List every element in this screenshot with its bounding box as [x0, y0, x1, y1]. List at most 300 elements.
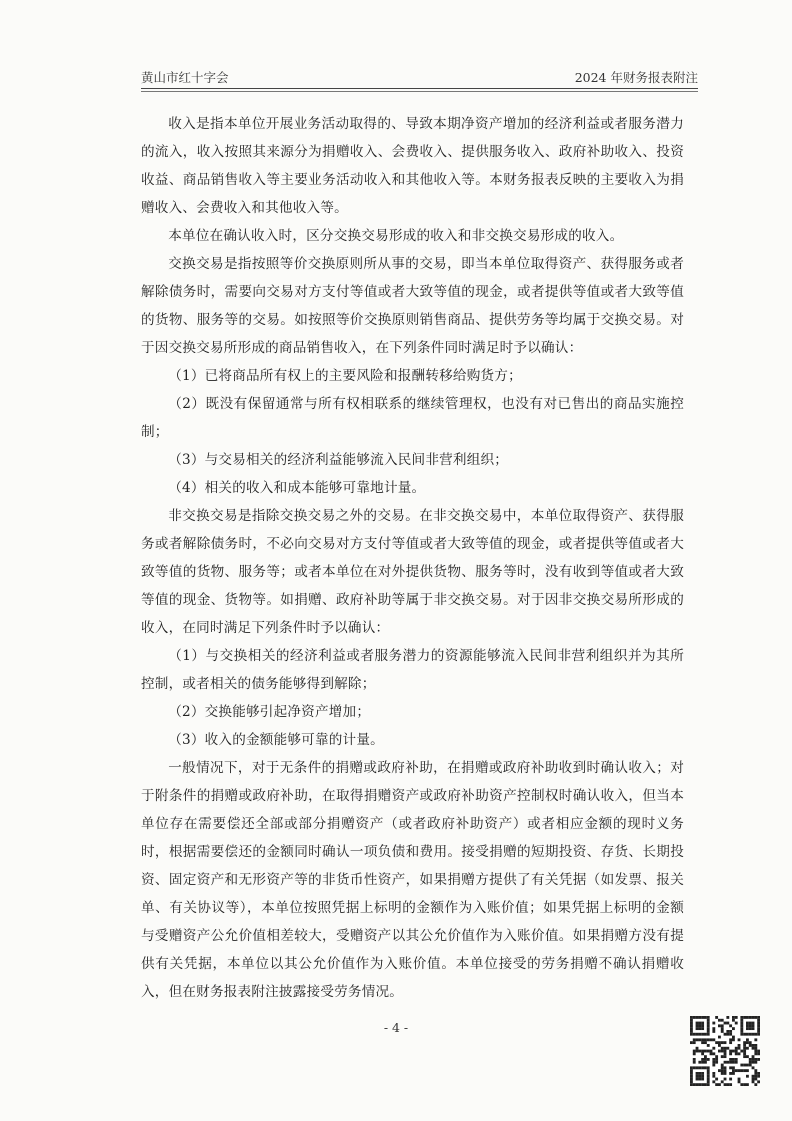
qr-module: [757, 1075, 760, 1078]
qr-module: [693, 1050, 696, 1053]
qr-module: [715, 1016, 718, 1019]
qr-module: [707, 1030, 710, 1033]
qr-module: [749, 1061, 752, 1064]
qr-module: [707, 1058, 710, 1061]
qr-module: [712, 1075, 715, 1078]
qr-module: [696, 1022, 699, 1025]
paragraph-revenue-definition: 收入是指本单位开展业务活动取得的、导致本期净资产增加的经济利益或者服务潜力的流入，收入按照其来源分为捐赠收入、会费收入、提供服务收入、政府补助收入、投资收益、商品销售收入等主要业务活动收入和其他收入等。本财务报表反映的主要收入为捐赠收入、会费收入和其他收入等。: [141, 116, 684, 216]
qr-module: [690, 1016, 693, 1019]
header-rule: [141, 88, 698, 89]
qr-module: [749, 1041, 752, 1044]
qr-module: [724, 1033, 727, 1036]
qr-module: [701, 1078, 704, 1081]
header-rule-thin: [141, 91, 698, 92]
qr-module: [746, 1022, 749, 1025]
qr-module: [712, 1047, 715, 1050]
qr-module: [724, 1055, 727, 1058]
qr-module: [704, 1058, 707, 1061]
qr-module: [732, 1058, 735, 1061]
qr-module: [724, 1083, 727, 1086]
qr-module: [704, 1083, 707, 1086]
qr-module: [738, 1047, 741, 1050]
qr-module: [729, 1058, 732, 1061]
qr-module: [746, 1027, 749, 1030]
qr-module: [735, 1050, 738, 1053]
qr-module: [740, 1069, 743, 1072]
qr-module: [693, 1083, 696, 1086]
qr-module: [704, 1041, 707, 1044]
qr-module: [754, 1061, 757, 1064]
qr-module: [698, 1083, 701, 1086]
qr-module: [721, 1027, 724, 1030]
qr-module: [757, 1027, 760, 1030]
qr-module: [698, 1038, 701, 1041]
paragraph-revenue-recognition: 本单位在确认收入时，区分交换交易形成的收入和非交换交易形成的收入。: [168, 228, 624, 244]
qr-module: [718, 1083, 721, 1086]
qr-module: [752, 1047, 755, 1050]
qr-module: [693, 1041, 696, 1044]
qr-module: [698, 1061, 701, 1064]
qr-module: [754, 1047, 757, 1050]
qr-module: [712, 1027, 715, 1030]
qr-module: [690, 1083, 693, 1086]
qr-module: [729, 1030, 732, 1033]
qr-module: [757, 1019, 760, 1022]
document-body: [141, 110, 684, 1006]
qr-module: [735, 1069, 738, 1072]
qr-module: [732, 1069, 735, 1072]
qr-module: [752, 1044, 755, 1047]
qr-module: [732, 1038, 735, 1041]
qr-module: [746, 1016, 749, 1019]
qr-module: [696, 1066, 699, 1069]
qr-module: [701, 1066, 704, 1069]
qr-module: [690, 1080, 693, 1083]
qr-module: [718, 1024, 721, 1027]
qr-module: [752, 1022, 755, 1025]
qr-module: [729, 1052, 732, 1055]
qr-module: [726, 1030, 729, 1033]
qr-module: [752, 1061, 755, 1064]
list-item: （3）与交易相关的经济利益能够流入民间非营利组织；: [168, 452, 509, 468]
qr-module: [718, 1044, 721, 1047]
qr-module: [721, 1080, 724, 1083]
qr-module: [743, 1047, 746, 1050]
qr-module: [707, 1083, 710, 1086]
qr-module: [701, 1033, 704, 1036]
qr-module: [726, 1047, 729, 1050]
qr-module: [752, 1027, 755, 1030]
qr-module: [729, 1033, 732, 1036]
qr-module: [729, 1050, 732, 1053]
qr-module: [738, 1080, 741, 1083]
qr-module: [690, 1019, 693, 1022]
qr-module: [738, 1078, 741, 1081]
qr-module: [740, 1033, 743, 1036]
qr-module: [707, 1019, 710, 1022]
qr-module: [740, 1019, 743, 1022]
qr-module: [743, 1055, 746, 1058]
qr-module: [729, 1078, 732, 1081]
qr-module: [726, 1022, 729, 1025]
qr-module: [721, 1041, 724, 1044]
qr-module: [757, 1050, 760, 1053]
qr-module: [712, 1030, 715, 1033]
qr-module: [726, 1033, 729, 1036]
qr-module: [740, 1016, 743, 1019]
qr-module: [707, 1050, 710, 1053]
qr-module: [690, 1075, 693, 1078]
qr-module: [724, 1047, 727, 1050]
qr-module: [693, 1058, 696, 1061]
qr-module: [721, 1050, 724, 1053]
qr-module: [696, 1047, 699, 1050]
qr-module: [712, 1052, 715, 1055]
qr-module: [729, 1041, 732, 1044]
qr-module: [715, 1058, 718, 1061]
qr-module: [757, 1022, 760, 1025]
qr-module: [701, 1022, 704, 1025]
qr-module: [729, 1066, 732, 1069]
qr-module: [696, 1072, 699, 1075]
qr-module: [740, 1050, 743, 1053]
qr-module: [754, 1083, 757, 1086]
qr-module: [718, 1019, 721, 1022]
qr-module: [735, 1061, 738, 1064]
qr-module: [701, 1016, 704, 1019]
qr-module: [738, 1052, 741, 1055]
qr-module: [754, 1033, 757, 1036]
qr-module: [729, 1083, 732, 1086]
qr-module: [701, 1027, 704, 1030]
qr-module: [696, 1075, 699, 1078]
qr-module: [738, 1044, 741, 1047]
qr-module: [726, 1016, 729, 1019]
qr-module: [754, 1072, 757, 1075]
qr-module: [746, 1041, 749, 1044]
qr-module: [701, 1024, 704, 1027]
qr-module: [707, 1038, 710, 1041]
qr-module: [696, 1083, 699, 1086]
qr-module: [757, 1072, 760, 1075]
list-item: （2）既没有保留通常与所有权相联系的继续管理权，也没有对已售出的商品实施控制；: [141, 396, 684, 440]
paragraph-non-exchange-transaction: 非交换交易是指除交换交易之外的交易。在非交换交易中，本单位取得资产、获得服务或者解除债务时，不必向交易对方支付等值或者大致等值的现金，或者提供等值或者大致等值的货物、服务等；或者本单位在对外提供货物、服务等时，没有收到等值或者大致等值的现金、货物等。如捐赠、政府补助等属于非交换交易。对于因非交换交易所形成的收入，在同时满足下列条件时予以确认：: [141, 508, 684, 636]
page-number: - 4 -: [383, 1020, 409, 1035]
qr-module: [701, 1061, 704, 1064]
qr-module: [732, 1072, 735, 1075]
qr-module: [707, 1033, 710, 1036]
qr-module: [721, 1030, 724, 1033]
qr-module: [710, 1052, 713, 1055]
qr-module: [701, 1083, 704, 1086]
list-item: （1）与交换相关的经济利益或者服务潜力的资源能够流入民间非营利组织并为其所控制，或者相关的债务能够得到解除；: [141, 648, 684, 692]
qr-module: [729, 1024, 732, 1027]
qr-module: [712, 1072, 715, 1075]
qr-module: [690, 1024, 693, 1027]
qr-module: [698, 1033, 701, 1036]
qr-module: [707, 1078, 710, 1081]
qr-module: [693, 1038, 696, 1041]
qr-module: [693, 1066, 696, 1069]
qr-module: [698, 1024, 701, 1027]
qr-module: [724, 1041, 727, 1044]
qr-module: [754, 1078, 757, 1081]
qr-module: [749, 1044, 752, 1047]
qr-module: [701, 1041, 704, 1044]
qr-module: [749, 1027, 752, 1030]
qr-module: [743, 1083, 746, 1086]
qr-module: [715, 1041, 718, 1044]
qr-module: [749, 1064, 752, 1067]
qr-module: [754, 1075, 757, 1078]
qr-module: [724, 1069, 727, 1072]
qr-module: [696, 1027, 699, 1030]
qr-module: [729, 1061, 732, 1064]
qr-module: [698, 1027, 701, 1030]
qr-module: [740, 1064, 743, 1067]
qr-module: [749, 1058, 752, 1061]
list-item: （3）收入的金额能够可靠的计量。: [168, 732, 384, 748]
qr-module: [704, 1033, 707, 1036]
qr-module: [735, 1016, 738, 1019]
qr-code: [690, 1016, 760, 1086]
qr-module: [710, 1038, 713, 1041]
list-item: （1）已将商品所有权上的主要风险和报酬转移给购货方；: [168, 368, 522, 384]
qr-module: [712, 1061, 715, 1064]
qr-module: [698, 1050, 701, 1053]
page-header: [141, 66, 698, 86]
qr-module: [693, 1033, 696, 1036]
qr-module: [712, 1080, 715, 1083]
qr-module: [757, 1030, 760, 1033]
qr-module: [749, 1024, 752, 1027]
qr-module: [740, 1027, 743, 1030]
qr-module: [704, 1061, 707, 1064]
qr-module: [757, 1024, 760, 1027]
qr-module: [724, 1066, 727, 1069]
qr-module: [690, 1072, 693, 1075]
qr-module: [721, 1072, 724, 1075]
qr-module: [707, 1044, 710, 1047]
qr-module: [712, 1022, 715, 1025]
qr-module: [715, 1078, 718, 1081]
qr-module: [729, 1072, 732, 1075]
qr-module: [740, 1030, 743, 1033]
qr-module: [715, 1061, 718, 1064]
qr-module: [746, 1055, 749, 1058]
qr-module: [704, 1055, 707, 1058]
qr-module: [746, 1075, 749, 1078]
qr-module: [712, 1058, 715, 1061]
qr-module: [724, 1061, 727, 1064]
qr-module: [757, 1033, 760, 1036]
qr-module: [721, 1064, 724, 1067]
qr-module: [746, 1038, 749, 1041]
qr-module: [752, 1078, 755, 1081]
qr-module: [732, 1027, 735, 1030]
qr-module: [715, 1083, 718, 1086]
qr-module: [738, 1069, 741, 1072]
qr-module: [746, 1083, 749, 1086]
qr-module: [724, 1072, 727, 1075]
qr-module: [721, 1055, 724, 1058]
qr-module: [693, 1016, 696, 1019]
qr-module: [757, 1016, 760, 1019]
paragraph-donation-recognition: 一般情况下，对于无条件的捐赠或政府补助，在捐赠或政府补助收到时确认收入；对于附条件的捐赠或政府补助，在取得捐赠资产或政府补助资产控制权时确认收入，但当本单位存在需要偿还全部或部分捐赠资产（或者政府补助资产）或者相应金额的现时义务时，根据需要偿还的金额同时确认一项负债和费用。接受捐赠的短期投资、存货、长期投资、固定资产和无形资产等的非货币性资产，如果捐赠方提供了有关凭据（如发票、报关单、有关协议等），本单位按照凭据上标明的金额作为入账价值；如果凭据上标明的金额与受赠资产公允价值相差较大，受赠资产以其公允价值作为入账价值。如果捐赠方没有提供有关凭据，本单位以其公允价值作为入账价值。本单位接受的劳务捐赠不确认捐赠收入，但在财务报表附注披露接受劳务情况。: [141, 760, 684, 1000]
list-item: （2）交换能够引起净资产增加；: [168, 704, 371, 720]
qr-module: [721, 1019, 724, 1022]
qr-module: [701, 1050, 704, 1053]
qr-module: [743, 1050, 746, 1053]
qr-module: [740, 1022, 743, 1025]
qr-module: [724, 1078, 727, 1081]
qr-module: [707, 1016, 710, 1019]
qr-module: [704, 1038, 707, 1041]
qr-module: [749, 1016, 752, 1019]
qr-module: [690, 1030, 693, 1033]
qr-module: [718, 1069, 721, 1072]
qr-module: [701, 1075, 704, 1078]
qr-module: [707, 1075, 710, 1078]
qr-module: [724, 1022, 727, 1025]
qr-module: [712, 1064, 715, 1067]
qr-module: [721, 1069, 724, 1072]
qr-module: [715, 1055, 718, 1058]
qr-module: [749, 1022, 752, 1025]
qr-module: [752, 1016, 755, 1019]
qr-module: [752, 1033, 755, 1036]
qr-module: [732, 1036, 735, 1039]
qr-module: [690, 1027, 693, 1030]
qr-module: [696, 1016, 699, 1019]
qr-module: [696, 1024, 699, 1027]
qr-module: [754, 1044, 757, 1047]
qr-module: [690, 1069, 693, 1072]
qr-module: [693, 1061, 696, 1064]
qr-module: [707, 1022, 710, 1025]
qr-module: [726, 1083, 729, 1086]
qr-module: [690, 1033, 693, 1036]
qr-module: [743, 1033, 746, 1036]
qr-module: [738, 1038, 741, 1041]
qr-module: [740, 1083, 743, 1086]
qr-module: [754, 1038, 757, 1041]
qr-module: [701, 1058, 704, 1061]
qr-module: [732, 1061, 735, 1064]
qr-module: [724, 1052, 727, 1055]
qr-module: [746, 1069, 749, 1072]
qr-module: [718, 1036, 721, 1039]
qr-module: [721, 1066, 724, 1069]
qr-module: [712, 1038, 715, 1041]
qr-module: [690, 1078, 693, 1081]
qr-module: [743, 1052, 746, 1055]
qr-module: [754, 1058, 757, 1061]
qr-module: [693, 1052, 696, 1055]
qr-module: [707, 1027, 710, 1030]
qr-module: [732, 1050, 735, 1053]
qr-module: [698, 1066, 701, 1069]
qr-module: [726, 1061, 729, 1064]
qr-module: [754, 1050, 757, 1053]
qr-module: [729, 1038, 732, 1041]
qr-module: [752, 1055, 755, 1058]
qr-module: [696, 1033, 699, 1036]
qr-module: [701, 1072, 704, 1075]
qr-module: [707, 1072, 710, 1075]
qr-module: [752, 1075, 755, 1078]
qr-module: [746, 1064, 749, 1067]
qr-module: [698, 1072, 701, 1075]
qr-module: [718, 1050, 721, 1053]
qr-module: [701, 1038, 704, 1041]
qr-module: [698, 1078, 701, 1081]
qr-module: [757, 1058, 760, 1061]
qr-module: [724, 1050, 727, 1053]
qr-module: [707, 1024, 710, 1027]
qr-module: [743, 1064, 746, 1067]
list-item: （4）相关的收入和成本能够可靠地计量。: [168, 480, 426, 496]
qr-module: [754, 1052, 757, 1055]
header-report-title: 2024 年财务报表附注: [574, 70, 698, 85]
qr-module: [735, 1052, 738, 1055]
qr-module: [735, 1047, 738, 1050]
qr-module: [757, 1080, 760, 1083]
qr-module: [740, 1024, 743, 1027]
qr-module: [754, 1069, 757, 1072]
qr-module: [698, 1016, 701, 1019]
qr-module: [732, 1019, 735, 1022]
qr-module: [704, 1016, 707, 1019]
qr-module: [690, 1066, 693, 1069]
qr-module: [735, 1058, 738, 1061]
qr-module: [754, 1016, 757, 1019]
qr-module: [749, 1033, 752, 1036]
qr-module: [718, 1041, 721, 1044]
qr-module: [732, 1066, 735, 1069]
header-organization: 黄山市红十字会: [141, 70, 229, 85]
qr-module: [690, 1041, 693, 1044]
qr-module: [707, 1080, 710, 1083]
qr-module: [752, 1066, 755, 1069]
qr-module: [721, 1047, 724, 1050]
qr-module: [704, 1050, 707, 1053]
qr-module: [707, 1069, 710, 1072]
qr-module: [701, 1052, 704, 1055]
qr-module: [690, 1022, 693, 1025]
qr-module: [698, 1075, 701, 1078]
qr-module: [746, 1047, 749, 1050]
qr-module: [698, 1022, 701, 1025]
paragraph-exchange-transaction: 交换交易是指按照等价交换原则所从事的交易，即当本单位取得资产、获得服务或者解除债务时，需要向交易对方支付等值或者大致等值的现金，或者提供等值或者大致等值的货物、服务等的交易。如按照等价交换原则销售商品、提供劳务等均属于交换交易。对于因交换交易所形成的商品销售收入，在下列条件同时满足时予以确认：: [141, 256, 684, 356]
qr-module: [746, 1024, 749, 1027]
qr-module: [746, 1033, 749, 1036]
qr-module: [704, 1066, 707, 1069]
qr-module: [707, 1066, 710, 1069]
qr-module: [732, 1016, 735, 1019]
qr-module: [752, 1058, 755, 1061]
qr-module: [752, 1024, 755, 1027]
qr-module: [696, 1078, 699, 1081]
qr-module: [735, 1022, 738, 1025]
qr-module: [757, 1052, 760, 1055]
qr-module: [721, 1024, 724, 1027]
qr-module: [696, 1050, 699, 1053]
qr-module: [752, 1080, 755, 1083]
qr-module: [743, 1016, 746, 1019]
qr-module: [743, 1044, 746, 1047]
qr-module: [696, 1038, 699, 1041]
